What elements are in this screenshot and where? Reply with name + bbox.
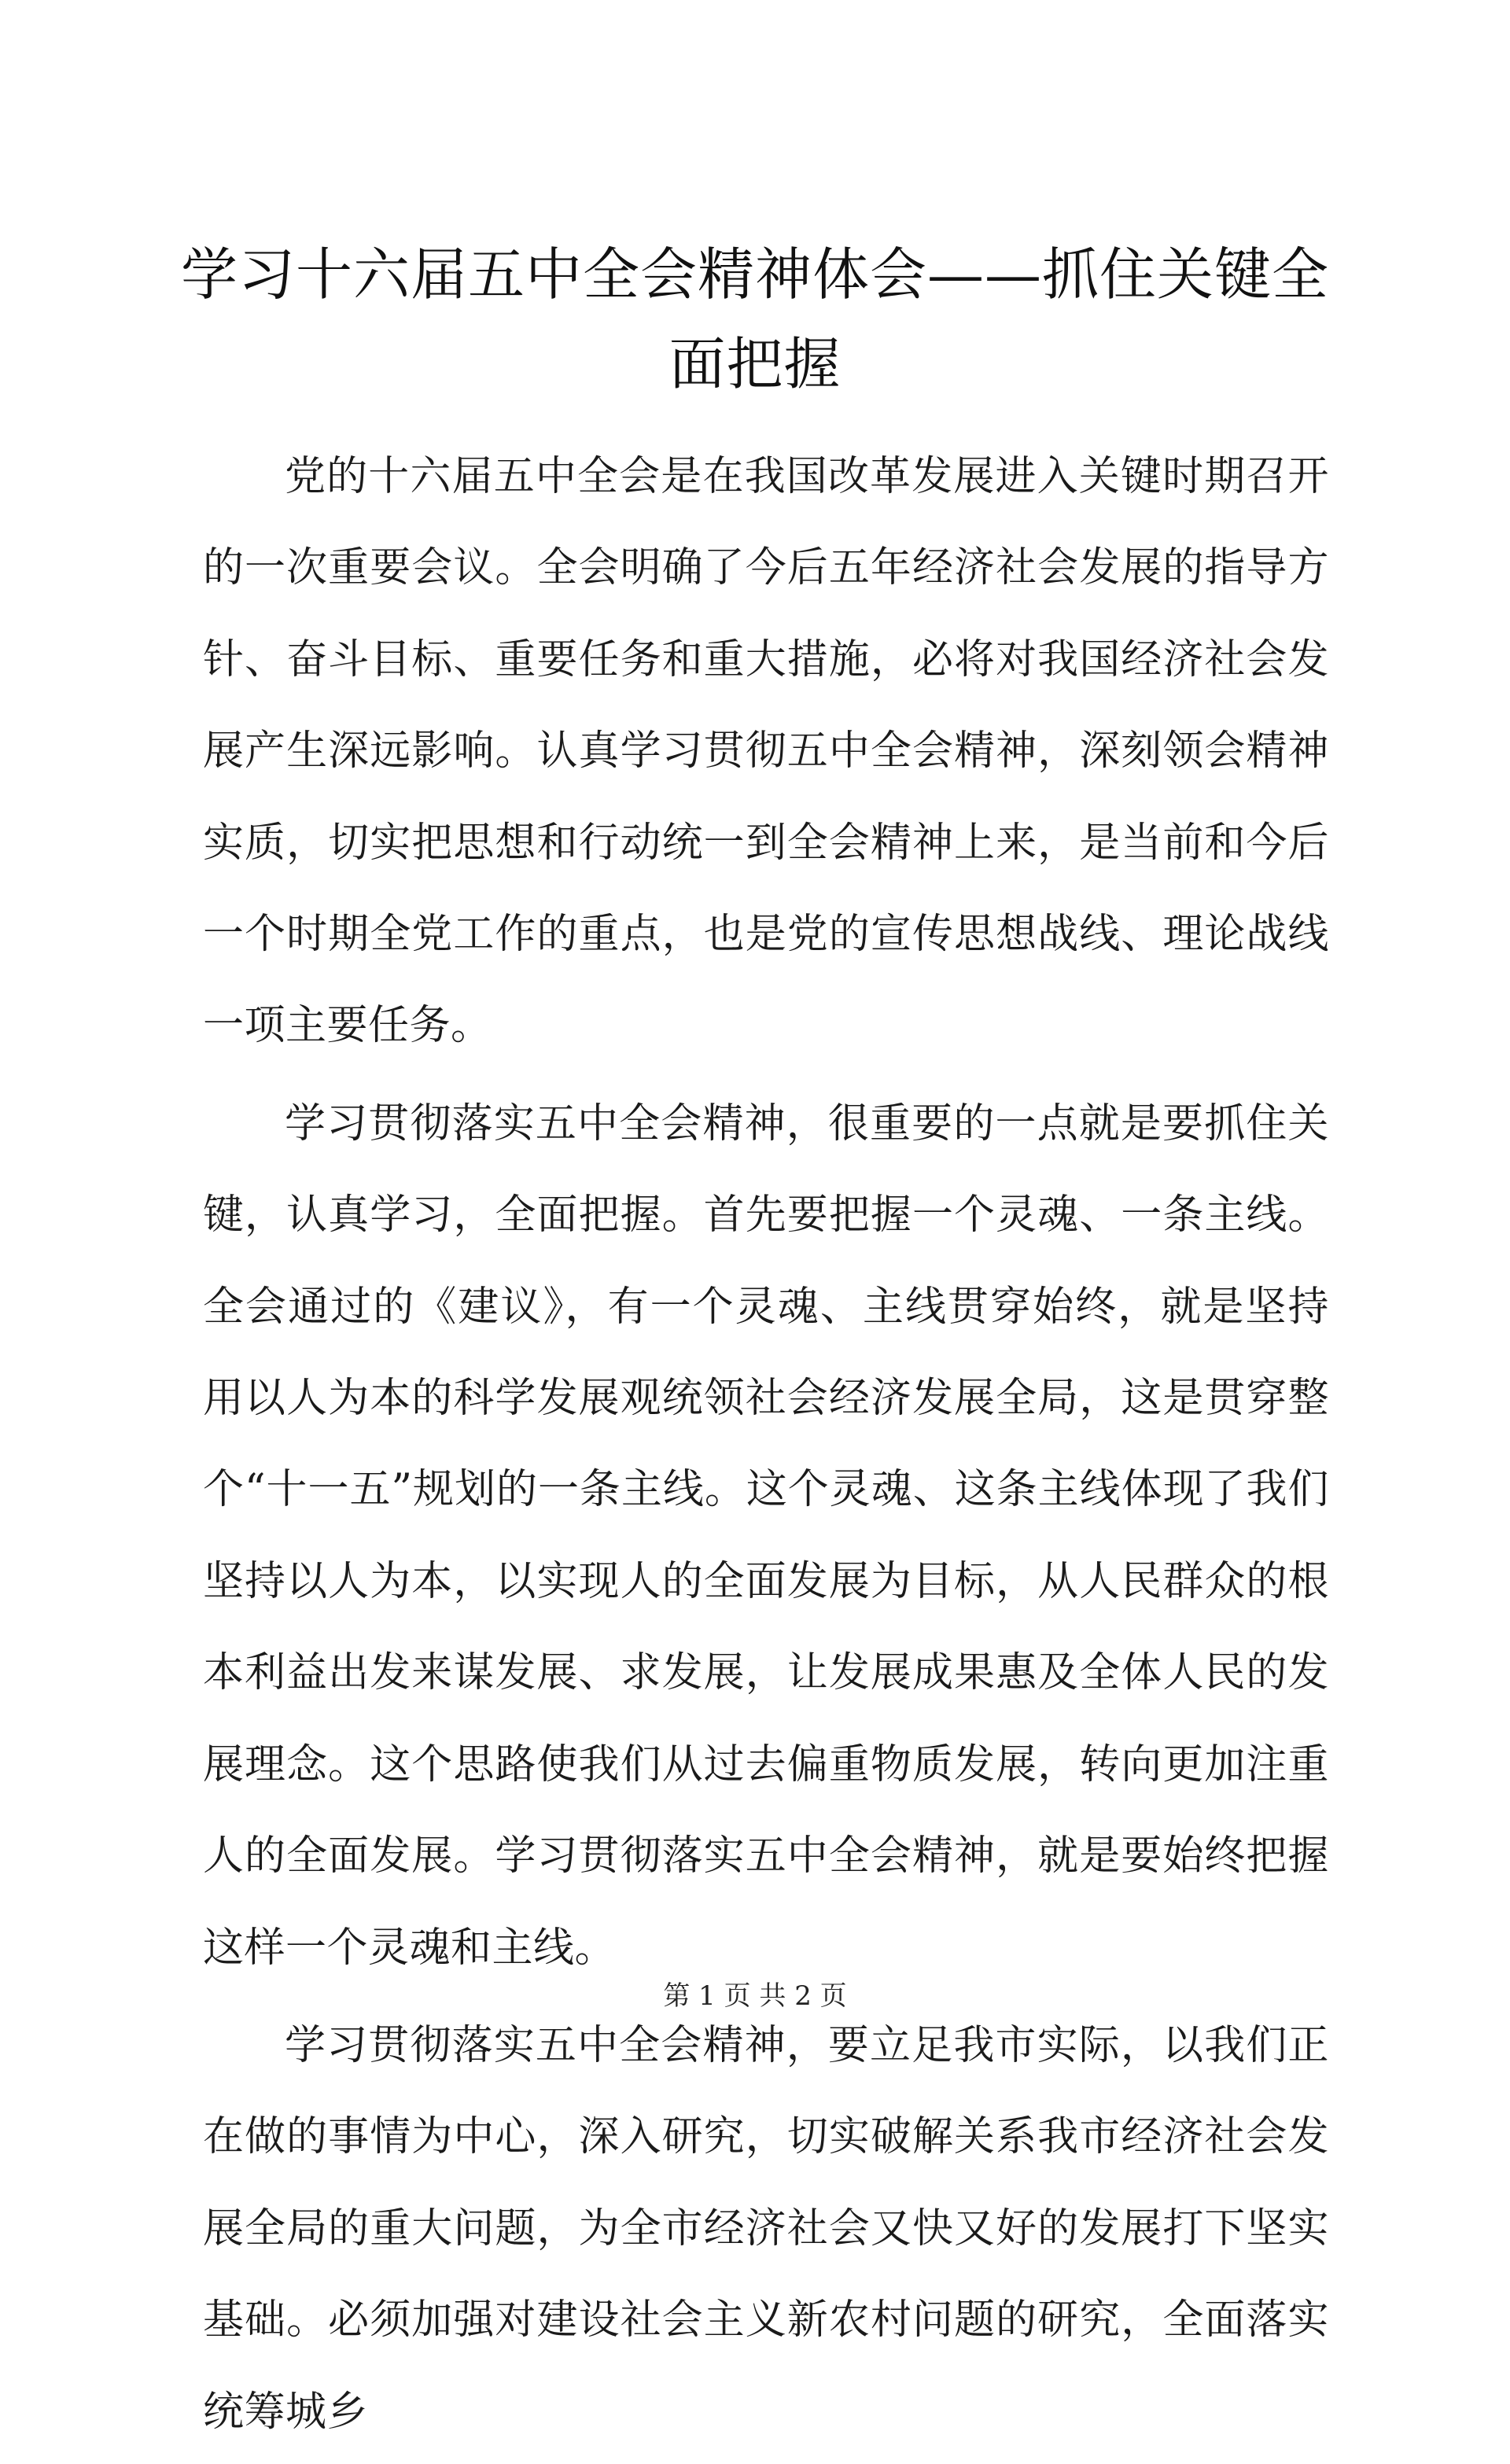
paragraph-3: 学习贯彻落实五中全会精神，要立足我市实际，以我们正在做的事情为中心，深入研究，切实破解关系我市经济社会发展全局的重大问题，为全市经济社会又快又好的发展打下坚实基础。必须加强对建设社会主义新农村问题的研究，全面落实统筹城乡 <box>203 2021 1329 2436</box>
paragraph-2: 学习贯彻落实五中全会精神，很重要的一点就是要抓住关键，认真学习，全面把握。首先要把握一个灵魂、一条主线。全会通过的《建议》，有一个灵魂、主线贯穿始终，就是坚持用以人为本的科学发展观统领社会经济发展全局，这是贯穿整个“十一五”规划的一条主线。这个灵魂、这条主线体现了我们坚持以人为本，以实现人的全面发展为目标，从人民群众的根本利益出发来谋发展、求发展，让发展成果惠及全体人民的发展理念。这个思路使我们从过去偏重物质发展，转向更加注重人的全面发展。学习贯彻落实五中全会精神，就是要始终把握这样一个灵魂和主线。 <box>203 1099 1329 1972</box>
page-number-footer: 第 1 页 共 2 页 <box>663 1980 847 2012</box>
document-body <box>203 431 1329 2464</box>
document-title: 学习十六届五中全会精神体会——抓住关键全面把握 <box>180 241 1329 397</box>
paragraph-1: 党的十六届五中全会是在我国改革发展进入关键时期召开的一次重要会议。全会明确了今后五年经济社会发展的指导方针、奋斗目标、重要任务和重大措施，必将对我国经济社会发展产生深远影响。认真学习贯彻五中全会精神，深刻领会精神实质，切实把思想和行动统一到全会精神上来，是当前和今后一个时期全党工作的重点，也是党的宣传思想战线、理论战线一项主要任务。 <box>203 453 1329 1050</box>
